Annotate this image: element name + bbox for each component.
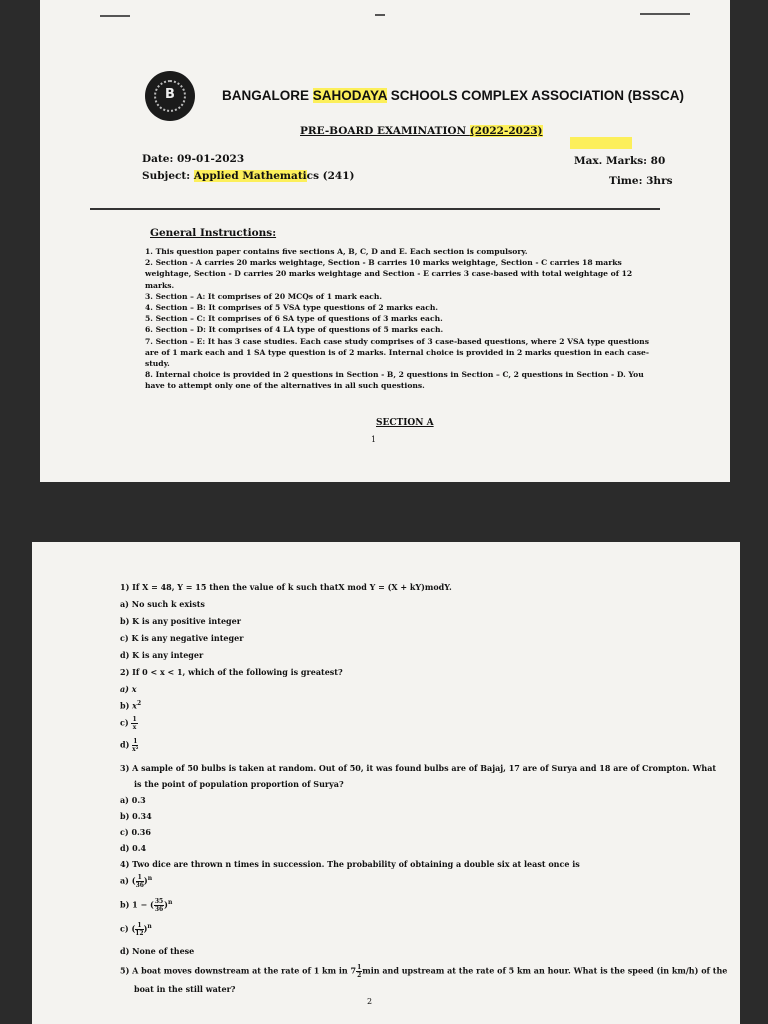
option: a) ( $\frac{1}{36}$ )$^n$ [120,874,153,889]
question-2: 2) If 0 < x < 1, which of the following is greatest? [120,667,343,677]
organization-title: BANGALORE SAHODAYA SCHOOLS COMPLEX ASSOCIATION (BSSCA) [222,88,685,103]
instructions-title: General Instructions: [150,227,277,239]
option: c) $\frac{1}{x}$ [120,716,137,731]
option: b) $x^2$ [120,700,142,711]
option: d) None of these [120,946,195,956]
exam-time: Time: 3hrs [609,175,673,187]
option: a) 0.3 [120,795,146,805]
option: a) No such k exists [120,599,205,609]
option: c) K is any negative integer [120,633,244,643]
option: d) K is any integer [120,650,204,660]
option: b) K is any positive integer [120,616,241,626]
question-4: 4) Two dice are thrown n times in succession. The probability of obtaining a double six at least once is [120,859,580,869]
header-divider [90,208,660,210]
option: c) ( $\frac{1}{12}$ )$^n$ [120,922,152,937]
question-5: 5) A boat moves downstream at the rate of 1 km in 7 $\frac{1}{2}$ min and upstream at the rate of 5 km an hour. What is the speed (in km/h) of the [120,964,728,979]
instruction-item: 6. Section – D: It comprises of 4 LA type of questions of 5 marks each. [145,325,444,335]
instruction-item: 1. This question paper contains five sections A, B, C, D and E. Each section is compulsory. [145,247,528,256]
instruction-item: 2. Section - A carries 20 marks weightage, Section - B carries 10 marks weightage, Section - C carries 18 marks weightage, Section - D carries 20 marks weightage and Section - E carries 3 case-based with total weightage of 12 marks. [145,258,633,290]
question-3: 3) A sample of 50 bulbs is taken at random. Out of 50, it was found bulbs are of Bajaj, 17 are of Surya and 18 are of Crompton. What [120,763,717,773]
option: c) 0.36 [120,827,151,837]
instruction-item: 7. Section – E: It has 3 case studies. Each case study comprises of 3 case-based questions, where 2 VSA type questions are of 1 mark each and 1 SA type question is of 2 marks. Internal choice is provided in 2 marks question in each case-study. [145,336,650,369]
scan-mark [100,15,130,17]
scan-mark [640,13,690,15]
exam-page-1 [40,0,730,482]
section-heading: SECTION A [376,418,434,428]
school-logo: B [145,71,195,121]
question-5-cont: boat in the still water? [134,984,236,994]
instruction-item: 3. Section – A: It comprises of 20 MCQs of 1 mark each. [145,291,383,301]
instruction-item: 8. Internal choice is provided in 2 questions in Section - B, 2 questions in Section – C, 2 questions in Section - D. You have to attempt only one of the alternatives in all such questions. [145,370,644,391]
option: d) $\frac{1}{\text{x²}}$ [120,738,139,753]
option: a) x [120,684,137,694]
instruction-item: 4. Section – B: It comprises of 5 VSA type questions of 2 marks each. [145,303,439,313]
question-1: 1) If X = 48, Y = 15 then the value of k such thatX mod Y = (X + kY)modY. [120,582,452,592]
question-3-cont: is the point of population proportion of Surya? [134,779,344,789]
scan-mark [375,14,385,16]
page-number: 2 [367,997,373,1006]
option: b) 0.34 [120,811,152,821]
page-number: 1 [371,435,377,444]
exam-title: PRE-BOARD EXAMINATION (2022-2023) [300,125,543,137]
instruction-item: 5. Section – C: It comprises of 6 SA type of questions of 3 marks each. [145,314,443,324]
option: d) 0.4 [120,843,147,853]
option: b) 1 − ( $\frac{35}{36}$ )$^n$ [120,898,173,913]
exam-date: Date: 09-01-2023 [142,153,245,165]
max-marks: Max. Marks: 80 [574,155,666,167]
exam-subject: Subject: Applied Mathematics (241) [142,170,355,182]
instructions-list [145,246,657,392]
highlight-mark [570,137,632,149]
